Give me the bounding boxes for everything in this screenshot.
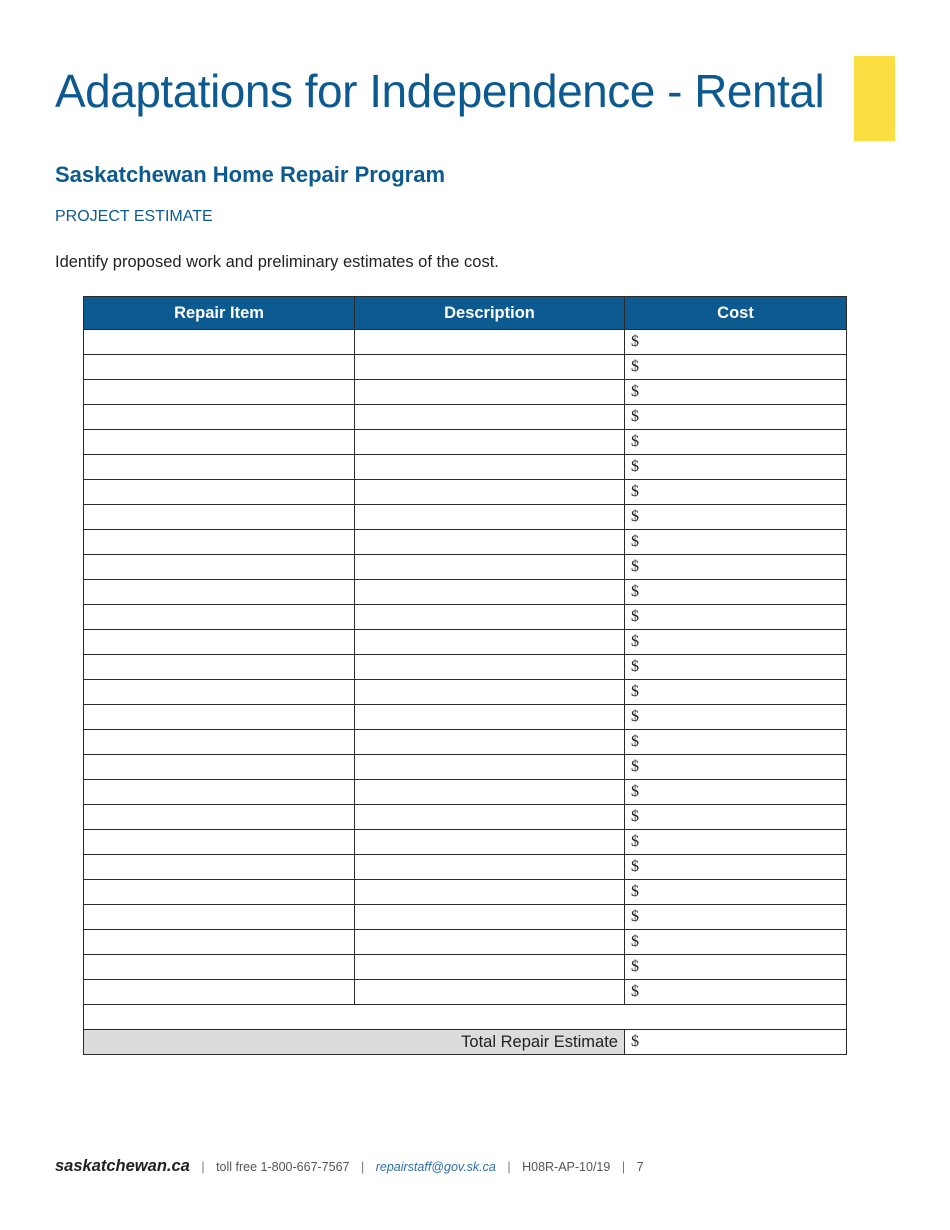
currency-symbol: $ [631,558,639,575]
table-row [84,380,847,405]
table-row [84,930,847,955]
total-cost-cell[interactable] [625,1030,847,1055]
table-row [84,655,847,680]
currency-symbol: $ [631,758,639,775]
currency-symbol: $ [631,708,639,725]
currency-symbol: $ [631,508,639,525]
cost-cell[interactable] [625,380,847,405]
table-row [84,880,847,905]
currency-symbol: $ [631,783,639,800]
table-row [84,405,847,430]
footer-email[interactable]: repairstaff@gov.sk.ca [375,1160,496,1174]
description-cell[interactable] [355,330,625,355]
footer-form-code: H08R-AP-10/19 [522,1160,611,1174]
table-row [84,455,847,480]
footer-page-number: 7 [636,1160,644,1174]
estimate-table-body [84,330,847,1005]
table-row [84,855,847,880]
description-cell[interactable] [355,530,625,555]
page-title: Adaptations for Independence - Rental [55,65,825,117]
table-row [84,830,847,855]
cost-cell[interactable] [625,905,847,930]
table-row [84,355,847,380]
currency-symbol: $ [631,808,639,825]
program-name: Saskatchewan Home Repair Program [55,162,446,187]
cost-cell[interactable] [625,480,847,505]
repair-item-cell[interactable] [84,805,355,830]
repair-item-cell[interactable] [84,405,355,430]
cost-cell[interactable] [625,830,847,855]
currency-symbol: $ [631,483,639,500]
repair-item-cell[interactable] [84,630,355,655]
estimate-table [83,296,847,1055]
cost-cell[interactable] [625,580,847,605]
description-cell[interactable] [355,580,625,605]
cost-cell[interactable] [625,755,847,780]
spacer-cell [84,1005,847,1030]
description-cell[interactable] [355,905,625,930]
accent-tab [854,56,895,141]
currency-symbol: $ [631,533,639,550]
footer-separator: | [507,1160,511,1174]
currency-symbol: $ [631,583,639,600]
table-header-row [84,297,847,330]
cost-cell[interactable] [625,505,847,530]
currency-symbol: $ [631,733,639,750]
currency-symbol: $ [631,408,639,425]
cost-cell[interactable] [625,555,847,580]
table-row [84,630,847,655]
description-cell[interactable] [355,805,625,830]
description-cell[interactable] [355,380,625,405]
repair-item-cell[interactable] [84,580,355,605]
repair-item-cell[interactable] [84,855,355,880]
currency-symbol: $ [631,883,639,900]
currency-symbol: $ [631,383,639,400]
cost-cell[interactable] [625,955,847,980]
currency-symbol: $ [631,908,639,925]
description-cell[interactable] [355,605,625,630]
cost-cell[interactable] [625,330,847,355]
description-cell[interactable] [355,455,625,480]
table-row [84,755,847,780]
description-cell[interactable] [355,480,625,505]
repair-item-cell[interactable] [84,730,355,755]
currency-symbol: $ [631,608,639,625]
table-row [84,980,847,1005]
table-row [84,505,847,530]
currency-symbol: $ [631,983,639,1000]
section-heading: PROJECT ESTIMATE [55,208,213,225]
repair-item-cell[interactable] [84,505,355,530]
currency-symbol: $ [631,458,639,475]
description-cell[interactable] [355,755,625,780]
currency-symbol: $ [631,433,639,450]
repair-item-cell[interactable] [84,430,355,455]
cost-cell[interactable] [625,930,847,955]
repair-item-cell[interactable] [84,380,355,405]
footer-separator: | [201,1160,205,1174]
footer [55,1157,644,1176]
total-currency-symbol: $ [631,1033,639,1050]
cost-cell[interactable] [625,780,847,805]
table-row [84,555,847,580]
description-cell[interactable] [355,705,625,730]
table-row [84,430,847,455]
cost-cell[interactable] [625,530,847,555]
description-cell[interactable] [355,505,625,530]
description-cell[interactable] [355,405,625,430]
currency-symbol: $ [631,658,639,675]
repair-item-cell[interactable] [84,780,355,805]
description-cell[interactable] [355,730,625,755]
currency-symbol: $ [631,333,639,350]
repair-item-cell[interactable] [84,605,355,630]
table-row [84,805,847,830]
repair-item-cell[interactable] [84,355,355,380]
currency-symbol: $ [631,958,639,975]
footer-separator: | [621,1160,626,1174]
repair-item-cell[interactable] [84,755,355,780]
column-header-description: Description [355,297,625,330]
cost-cell[interactable] [625,730,847,755]
cost-cell[interactable] [625,455,847,480]
repair-item-cell[interactable] [84,480,355,505]
currency-symbol: $ [631,858,639,875]
description-cell[interactable] [355,955,625,980]
cost-cell[interactable] [625,405,847,430]
table-row [84,705,847,730]
description-cell[interactable] [355,655,625,680]
table-row [84,605,847,630]
table-row [84,480,847,505]
repair-item-cell[interactable] [84,880,355,905]
total-row [84,1030,847,1055]
repair-item-cell[interactable] [84,905,355,930]
table-row [84,680,847,705]
repair-item-cell[interactable] [84,455,355,480]
cost-cell[interactable] [625,705,847,730]
repair-item-cell[interactable] [84,555,355,580]
repair-item-cell[interactable] [84,830,355,855]
repair-item-cell[interactable] [84,530,355,555]
cost-cell[interactable] [625,355,847,380]
table-row [84,905,847,930]
description-cell[interactable] [355,355,625,380]
description-cell[interactable] [355,980,625,1005]
repair-item-cell[interactable] [84,705,355,730]
table-row [84,330,847,355]
footer-separator: | [360,1160,365,1174]
currency-symbol: $ [631,683,639,700]
description-cell[interactable] [355,930,625,955]
description-cell[interactable] [355,780,625,805]
currency-symbol: $ [631,633,639,650]
table-row [84,955,847,980]
repair-item-cell[interactable] [84,955,355,980]
total-label: Total Repair Estimate [84,1030,625,1055]
cost-cell[interactable] [625,655,847,680]
cost-cell[interactable] [625,805,847,830]
column-header-repair-item: Repair Item [84,297,355,330]
description-cell[interactable] [355,630,625,655]
column-header-cost: Cost [625,297,847,330]
spacer-row [84,1005,847,1030]
cost-cell[interactable] [625,680,847,705]
description-cell[interactable] [355,680,625,705]
cost-cell[interactable] [625,855,847,880]
footer-site[interactable]: saskatchewan.ca [55,1157,190,1175]
currency-symbol: $ [631,933,639,950]
table-row [84,780,847,805]
description-cell[interactable] [355,880,625,905]
cost-cell[interactable] [625,630,847,655]
cost-cell[interactable] [625,605,847,630]
footer-phone: toll free 1-800-667-7567 [216,1160,350,1174]
repair-item-cell[interactable] [84,930,355,955]
repair-item-cell[interactable] [84,330,355,355]
table-row [84,530,847,555]
cost-cell[interactable] [625,880,847,905]
description-cell[interactable] [355,830,625,855]
cost-cell[interactable] [625,980,847,1005]
cost-cell[interactable] [625,430,847,455]
repair-item-cell[interactable] [84,655,355,680]
currency-symbol: $ [631,833,639,850]
currency-symbol: $ [631,358,639,375]
description-cell[interactable] [355,430,625,455]
description-cell[interactable] [355,855,625,880]
repair-item-cell[interactable] [84,980,355,1005]
instructions-text: Identify proposed work and preliminary estimates of the cost. [55,253,499,271]
table-row [84,730,847,755]
repair-item-cell[interactable] [84,680,355,705]
table-row [84,580,847,605]
description-cell[interactable] [355,555,625,580]
